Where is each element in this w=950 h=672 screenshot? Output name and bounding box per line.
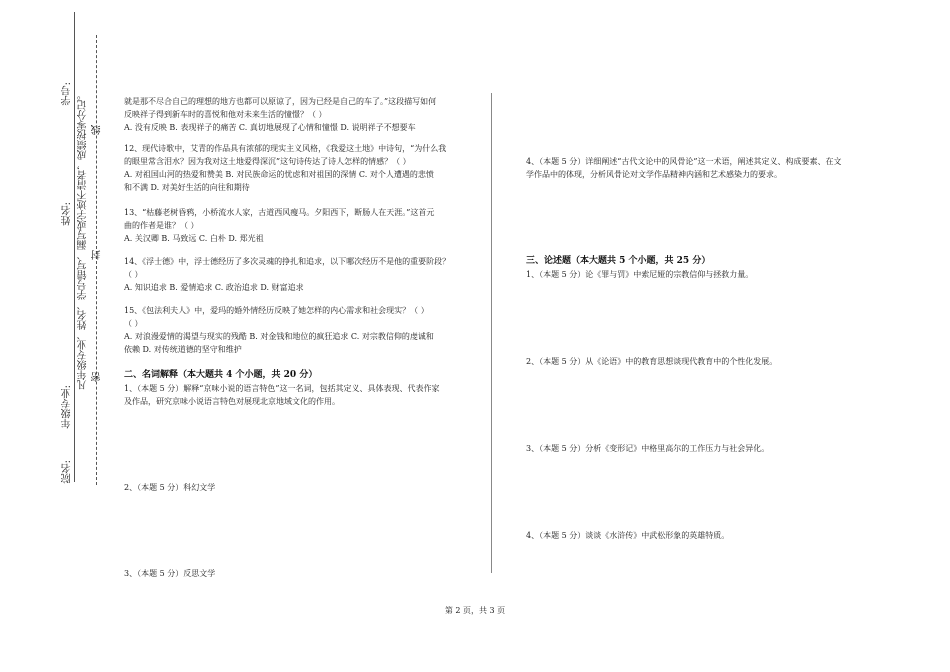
term-question-2: 2、（本题 5 分）科幻文学: [124, 483, 216, 492]
major-label: 年级专业:: [62, 385, 73, 429]
question-11-continued: 就是那不尽合自己的理想的地方也都可以原谅了，因为已经是自己的车了。”这段描写如何 反映祥子得到新车时的喜悦和他对未来生活的憧憬？（ ） A. 没有反映 B. 表现祥子的痛苦 C. 真切地展现了心情和憧憬 D. 说明祥子不想要车: [124, 97, 437, 132]
essay-question-1: 1、（本题 5 分）论《罪与罚》中索尼娅的宗教信仰与拯救力量。: [526, 270, 754, 279]
page-number: 第 2 页，共 3 页: [444, 606, 506, 615]
term-question-1: 1、（本题 5 分）解释“京味小说的语言特色”这一名词，包括其定义、具体表现、代表作家 及作品，研究京味小说语言特色对展现北京地域文化的作用。: [124, 384, 440, 406]
name-label: 姓名:: [62, 202, 73, 226]
seal-mark-xian: 线: [92, 125, 103, 135]
essay-question-2: 2、（本题 5 分）从《论语》中的教育思想谈现代教育中的个性化发展。: [526, 357, 778, 366]
student-id-label: 学号:: [62, 82, 73, 106]
question-15: 15、《包法利夫人》中，爱玛的婚外情经历反映了她怎样的内心需求和社会现实？（ ） （ ） A. 对浪漫爱情的渴望与现实的残酷 B. 对金钱和地位的疯狂追求 C. 对宗教信仰的虔诚和 依赖 D. 对传统道德的坚守和维护: [124, 306, 434, 354]
column-divider: [491, 93, 492, 573]
binding-warning: 凡年级专业、姓名、学号错写、漏写或字迹不清者，成绩按零分记。: [78, 90, 89, 390]
term-question-4: 4、（本题 5 分）详细阐述“古代文论中的风骨论”这一术语，阐述其定义、构成要素、在文 学作品中的体现，分析风骨论对文学作品精神内涵和艺术感染力的要求。: [526, 157, 842, 179]
section-2-title: 二、名词解释（本大题共 4 个小题，共 20 分）: [124, 370, 318, 380]
question-14: 14、《浮士德》中，浮士德经历了多次灵魂的挣扎和追求，以下哪次经历不是他的重要阶段？ （ ） A. 知识追求 B. 爱情追求 C. 政治追求 D. 财富追求: [124, 257, 451, 292]
essay-question-4: 4、（本题 5 分）谈谈《水浒传》中武松形象的英雄特质。: [526, 531, 730, 540]
essay-question-3: 3、（本题 5 分）分析《变形记》中格里高尔的工作压力与社会异化。: [526, 444, 770, 453]
term-question-3: 3、（本题 5 分）反思文学: [124, 569, 216, 578]
binding-line-2: [96, 35, 97, 485]
seal-mark-feng: 封: [92, 250, 103, 260]
seal-mark-mi: 密: [92, 372, 103, 382]
school-label: 院名:: [62, 460, 73, 484]
question-13: 13、“枯藤老树昏鸦，小桥流水人家，古道西风瘦马。夕阳西下，断肠人在天涯。”这首元 曲的作者是谁？（ ） A. 关汉卿 B. 马致远 C. 白朴 D. 郑光祖: [124, 208, 435, 243]
section-3-title: 三、论述题（本大题共 5 个小题，共 25 分）: [526, 256, 711, 266]
binding-line-1: [74, 12, 75, 482]
question-12: 12、现代诗歌中，艾青的作品具有浓郁的现实主义风格，《我爱这土地》中诗句，“为什么我 的眼里常含泪水？因为我对这土地爱得深沉”这句诗传达了诗人怎样的情感？（ ） A. 对祖国山河的热爱和赞美 B. 对民族命运的忧虑和对祖国的深情 C. 对个人遭遇的悲愤 和不满 D. 对美好生活的向往和期待: [124, 144, 447, 192]
